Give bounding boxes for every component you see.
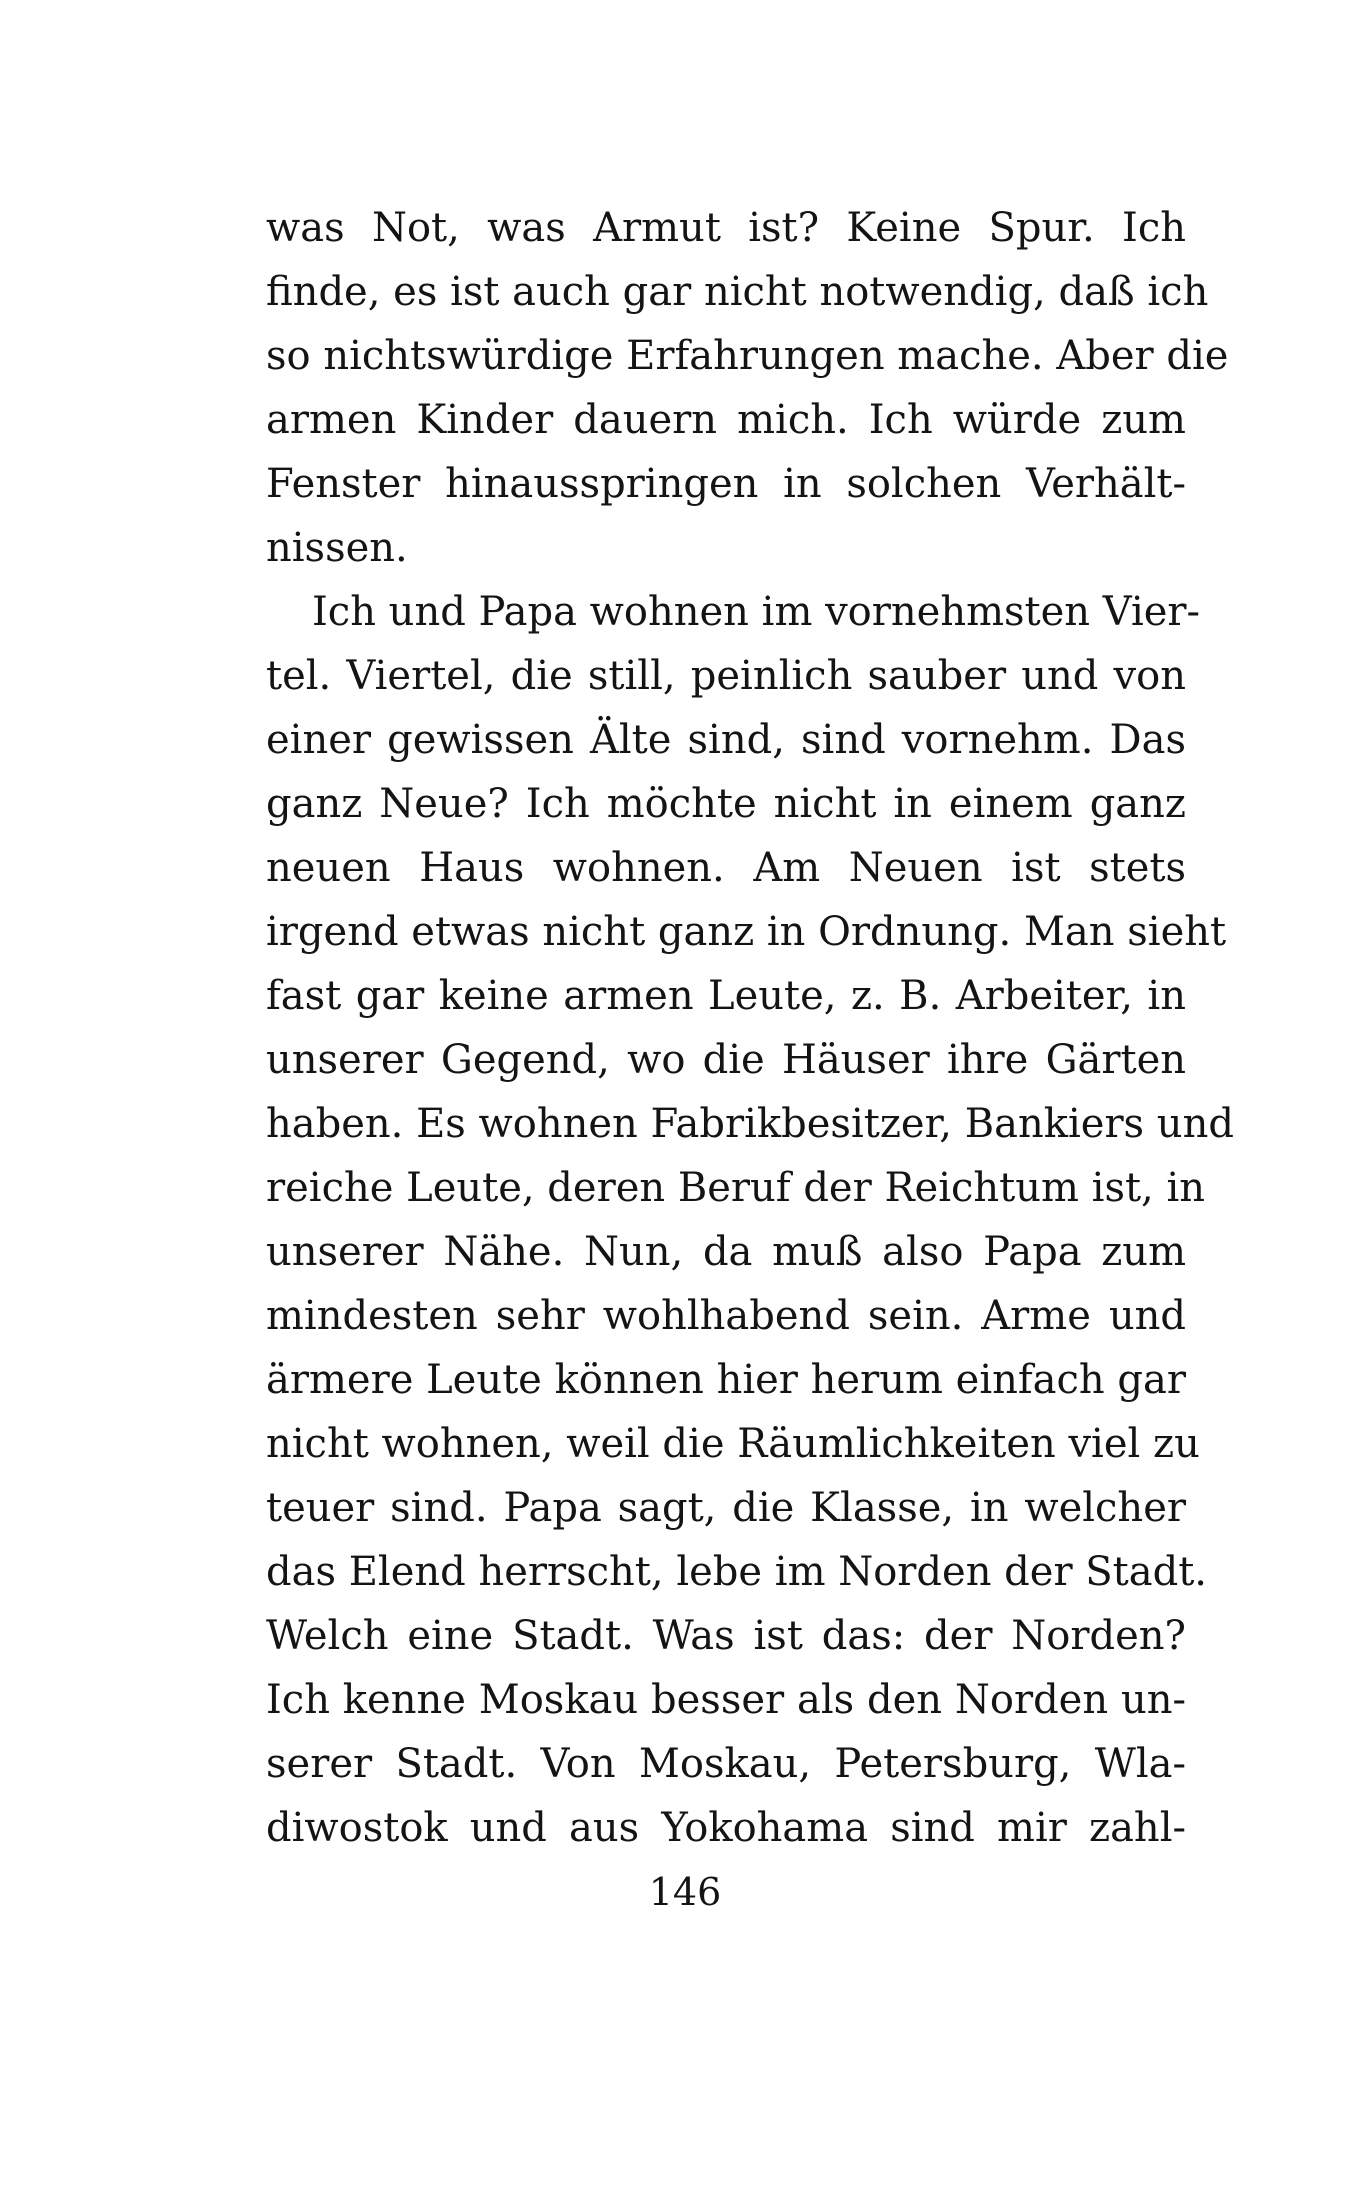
- text-line-12: irgend etwas nicht ganz in Ordnung. Man sieht: [266, 909, 1227, 955]
- text-line-11: neuen Haus wohnen. Am Neuen ist stets: [266, 845, 1186, 891]
- text-line-16: reiche Leute, deren Beruf der Reichtum ist, in: [266, 1165, 1206, 1211]
- page-number: 146: [648, 1870, 722, 1914]
- text-line-10: ganz Neue? Ich möchte nicht in einem ganz: [266, 781, 1186, 827]
- text-line-21: teuer sind. Papa sagt, die Klasse, in welcher: [266, 1485, 1186, 1531]
- text-line-8: tel. Viertel, die still, peinlich sauber und von: [266, 653, 1186, 699]
- text-line-3: so nichtswürdige Erfahrungen mache. Aber die: [266, 333, 1229, 379]
- text-line-17: unserer Nähe. Nun, da muß also Papa zum: [266, 1229, 1186, 1275]
- text-line-14: unserer Gegend, wo die Häuser ihre Gärten: [266, 1037, 1186, 1083]
- text-line-25: serer Stadt. Von Moskau, Petersburg, Wla-: [266, 1741, 1186, 1787]
- text-line-24: Ich kenne Moskau besser als den Norden un-: [266, 1677, 1186, 1723]
- text-line-6: nissen.: [266, 525, 408, 571]
- text-line-4: armen Kinder dauern mich. Ich würde zum: [266, 397, 1186, 443]
- text-line-19: ärmere Leute können hier herum einfach gar: [266, 1357, 1186, 1403]
- text-line-5: Fenster hinausspringen in solchen Verhält-: [266, 461, 1186, 507]
- text-line-15: haben. Es wohnen Fabrikbesitzer, Bankiers und: [266, 1101, 1234, 1147]
- text-line-20: nicht wohnen, weil die Räumlichkeiten viel zu: [266, 1421, 1200, 1467]
- text-line-23: Welch eine Stadt. Was ist das: der Norden?: [266, 1613, 1186, 1659]
- text-line-18: mindesten sehr wohlhabend sein. Arme und: [266, 1293, 1186, 1339]
- text-line-26: diwostok und aus Yokohama sind mir zahl-: [266, 1805, 1186, 1851]
- text-line-22: das Elend herrscht, lebe im Norden der Stadt.: [266, 1549, 1207, 1595]
- text-line-1: was Not, was Armut ist? Keine Spur. Ich: [266, 205, 1186, 251]
- text-line-2: finde, es ist auch gar nicht notwendig, daß ich: [266, 269, 1209, 315]
- text-line-9: einer gewissen Älte sind, sind vornehm. Das: [266, 717, 1186, 763]
- text-line-13: fast gar keine armen Leute, z. B. Arbeiter, in: [266, 973, 1186, 1019]
- body-text: [266, 196, 1234, 1860]
- text-line-7: Ich und Papa wohnen im vornehmsten Vier-: [312, 589, 1201, 635]
